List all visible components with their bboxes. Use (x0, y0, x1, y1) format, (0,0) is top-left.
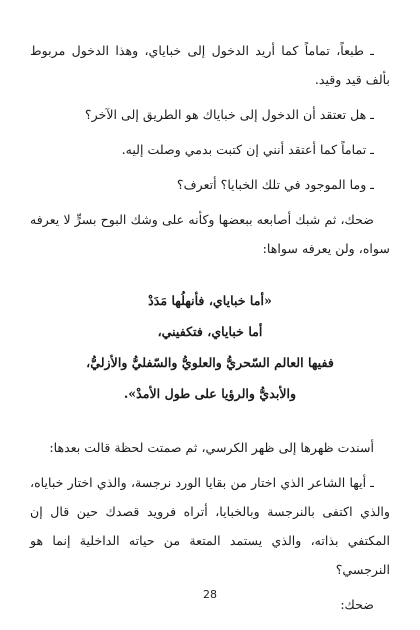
poem-line-3: ففيها العالم السّحريُّ والعلويُّ والسّفليُّ والأزليُّ، (86, 355, 334, 370)
paragraph-3: ـ تماماً كما أعتقد أنني إن كتبت بدمي وصلت إليه. (121, 142, 374, 157)
page-body (30, 36, 390, 619)
paragraph-5: ضحك، ثم شبك أصابعه ببعضها وكأنه على وشك البوح بسرٍّ لا يعرفه سواه، ولن يعرفه سواها: (30, 212, 390, 256)
paragraph-7: ـ أيها الشاعر الذي اختار من بقايا الورد نرجسة، والذي اختار خباياه، والذي اكتفى بالنرجسة وبالخبايا، أتراه فرويد قصدك حين قال إن المكتفي بذاته، والذي يستمد المتعة من حياته الداخلية إنما هو النرجسي؟ (30, 475, 390, 577)
poem-line-2: أما خباياي، فتكفيني، (157, 324, 263, 339)
paragraph-1: ـ طبعاً، تماماً كما أريد الدخول إلى خباياي، وهذا الدخول مربوط بألف قيد وقيد. (30, 43, 390, 87)
page-number: 28 (203, 588, 217, 601)
poem-line-1: «أما خباياي، فأنهلُها مَدَدْ (148, 293, 272, 308)
poem-block (30, 285, 390, 409)
paragraph-4: ـ وما الموجود في تلك الخبايا؟ أتعرف؟ (176, 177, 374, 192)
paragraph-6: أسندت ظهرها إلى ظهر الكرسي، ثم صمتت لحظة قالت بعدها: (49, 440, 374, 455)
paragraph-8: ضحك: (340, 597, 374, 612)
poem-line-4: والأبديُّ والرؤيا على طول الأمدْ». (123, 386, 297, 401)
paragraph-2: ـ هل تعتقد أن الدخول إلى خباياك هو الطريق إلى الآخر؟ (84, 107, 374, 122)
